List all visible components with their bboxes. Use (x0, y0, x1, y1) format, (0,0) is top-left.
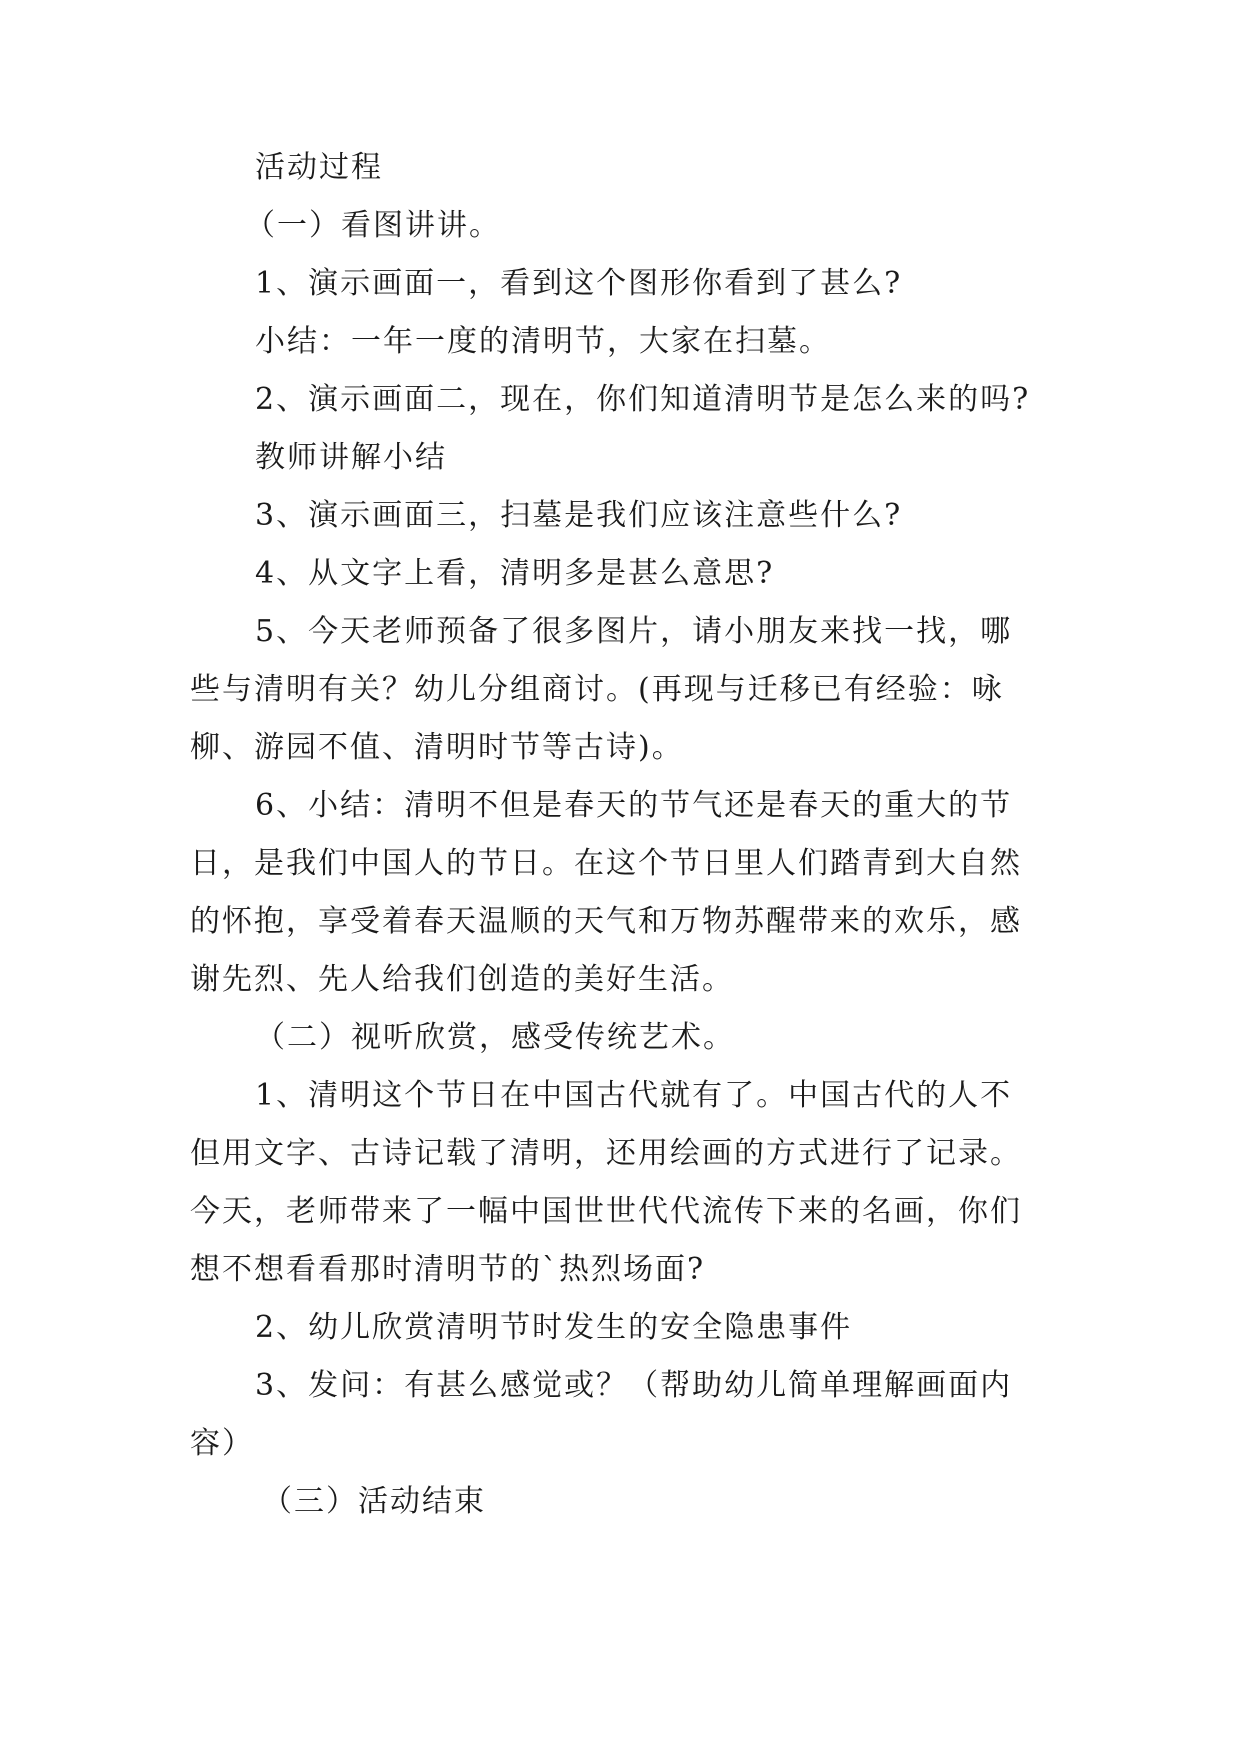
paragraph-line: 小结：一年一度的清明节，大家在扫墓。 (255, 324, 831, 359)
paragraph-line: 4、从文字上看，清明多是甚么意思? (255, 556, 775, 591)
section-heading-activity-process: 活动过程 (255, 150, 383, 185)
paragraph-line: 想不想看看那时清明节的`热烈场面? (190, 1252, 706, 1287)
paragraph-line: 的怀抱，享受着春天温顺的天气和万物苏醒带来的欢乐，感 (190, 904, 1022, 939)
paragraph-line: 谢先烈、先人给我们创造的美好生活。 (190, 962, 734, 997)
paragraph-line: 但用文字、古诗记载了清明，还用绘画的方式进行了记录。 (190, 1136, 1022, 1171)
paragraph-line: 些与清明有关？幼儿分组商讨。(再现与迁移已有经验：咏 (190, 672, 1004, 707)
paragraph-line: 1、演示画面一，看到这个图形你看到了甚么? (255, 266, 903, 301)
paragraph-line: 2、幼儿欣赏清明节时发生的安全隐患事件 (255, 1310, 853, 1345)
subheading-part-two: （二）视听欣赏，感受传统艺术。 (255, 1020, 735, 1055)
paragraph-line: 6、小结：清明不但是春天的节气还是春天的重大的节 (255, 788, 1013, 823)
paragraph-line: 1、清明这个节日在中国古代就有了。中国古代的人不 (255, 1078, 1013, 1113)
paragraph-line: 今天，老师带来了一幅中国世世代代流传下来的名画，你们 (190, 1194, 1022, 1229)
paragraph-line: 容） (190, 1426, 254, 1461)
subheading-part-three: （三）活动结束 (262, 1484, 486, 1519)
paragraph-line: 教师讲解小结 (255, 440, 447, 475)
paragraph-line: 3、发问：有甚么感觉或？（帮助幼儿简单理解画面内 (255, 1368, 1013, 1403)
paragraph-line: 2、演示画面二，现在，你们知道清明节是怎么来的吗? (255, 382, 1031, 417)
paragraph-line: 柳、游园不值、清明时节等古诗)。 (190, 730, 684, 765)
paragraph-line: 日，是我们中国人的节日。在这个节日里人们踏青到大自然 (190, 846, 1022, 881)
paragraph-line: 3、演示画面三，扫墓是我们应该注意些什么? (255, 498, 903, 533)
paragraph-line: 5、今天老师预备了很多图片，请小朋友来找一找，哪 (255, 614, 1013, 649)
subheading-part-one: （一）看图讲讲。 (245, 208, 501, 243)
